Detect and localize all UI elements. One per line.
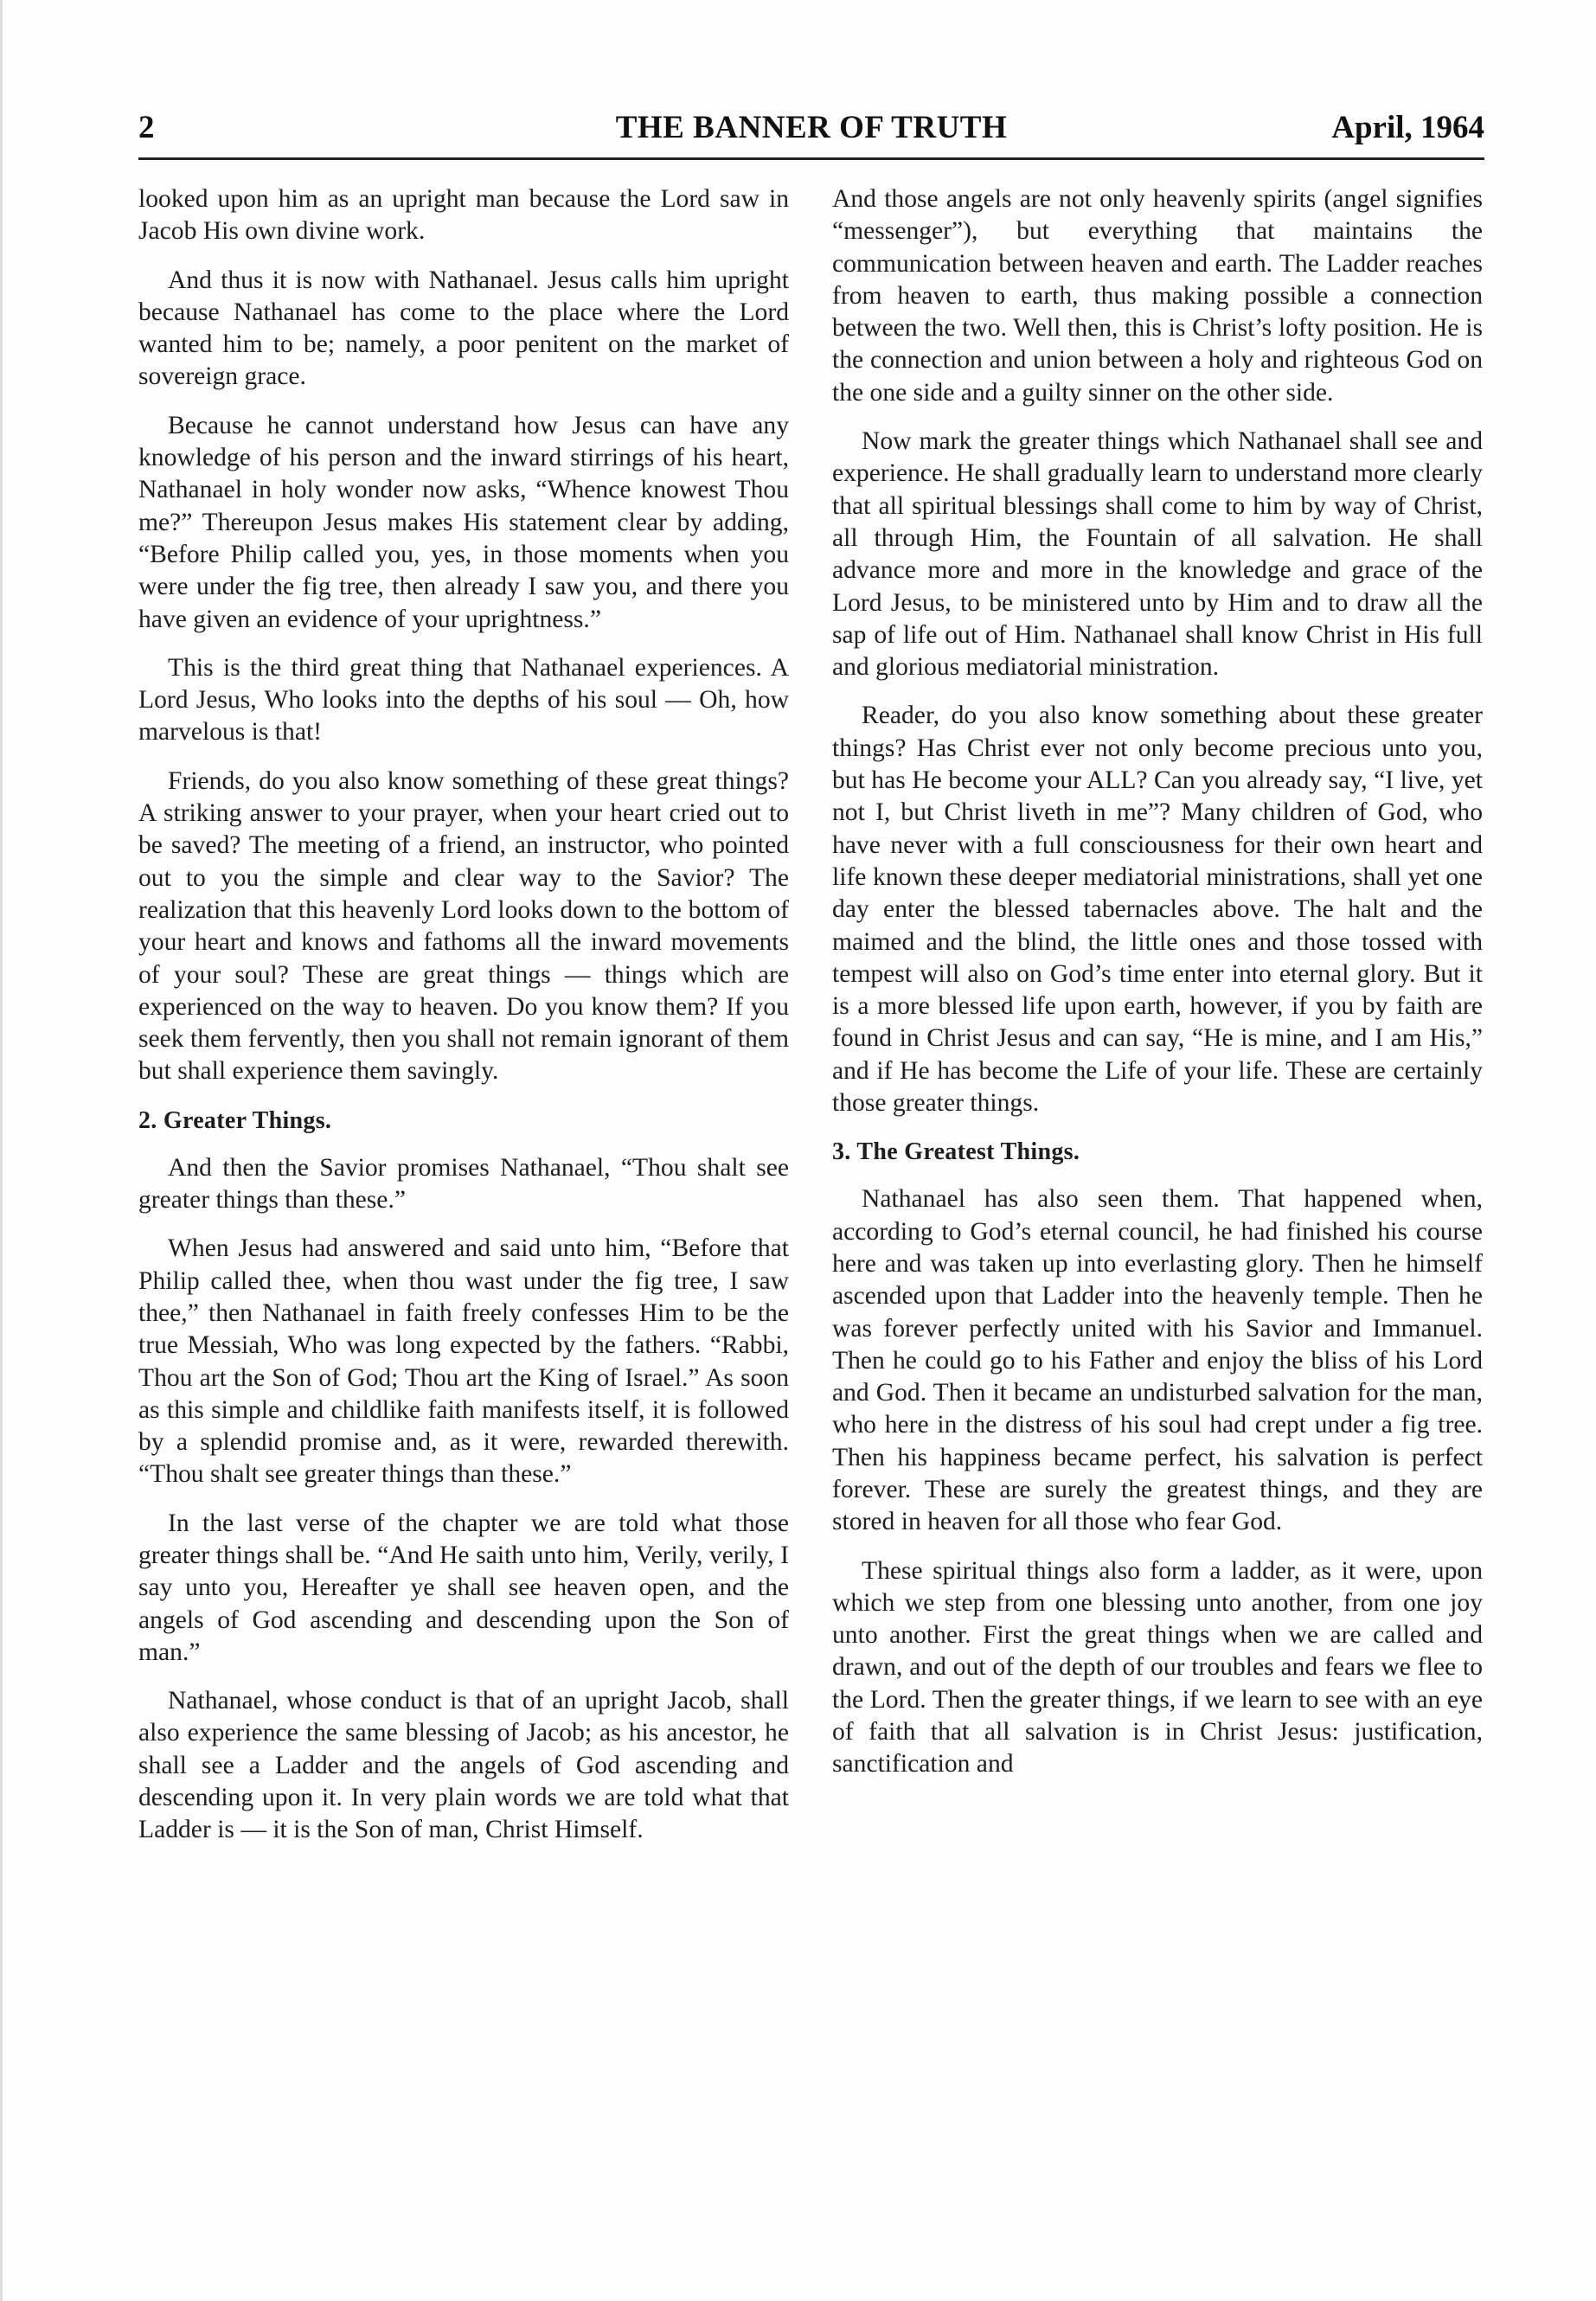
paragraph: Friends, do you also know something of these great things? A striking answer to your prayer, when your heart cried out to be saved? The meeting of a friend, an instructor, who pointed out to you the simple and clear way to the Savior? The realization that this heavenly Lord looks down to the bottom of your heart and knows and fathoms all the inward movements of your soul? These are great things — things which are experienced on the way to heaven. Do you know them? If you seek them fervently, then you shall not remain ignorant of them but shall experience them savingly. <box>138 766 789 1086</box>
issue-date: April, 1964 <box>1331 110 1484 145</box>
paragraph: In the last verse of the chapter we are told what those greater things shall be. “And He saith unto him, Verily, verily, I say unto you, Hereafter ye shall see heaven open, and the angels of God ascending and descending upon the Son of man.” <box>138 1509 789 1666</box>
left-column <box>138 183 789 1863</box>
paragraph: This is the third great thing that Nathanael experiences. A Lord Jesus, Who looks into the depths of his soul — Oh, how marvelous is that! <box>138 653 789 747</box>
publication-title: THE BANNER OF TRUTH <box>615 110 1008 145</box>
paragraph: Reader, do you also know something about these greater things? Has Christ ever not only become precious unto you, but has He become your ALL? Can you already say, “I live, yet not I, but Christ liveth in me”? Many children of God, who have never with a full consciousness for their own heart and life known these deeper mediatorial ministrations, shall yet one day enter the blessed tabernacles above. The halt and the maimed and the blind, the little ones and those tossed with tempest will also on God’s time enter into eternal glory. But it is a more blessed life upon earth, however, if you by faith are found in Christ Jesus and can say, “He is mine, and I am His,” and if He has become the Life of your life. These are certainly those greater things. <box>832 702 1483 1118</box>
paragraph: And thus it is now with Nathanael. Jesus calls him upright because Nathanael has come to the place where the Lord wanted him to be; namely, a poor penitent on the market of sovereign grace. <box>138 266 789 391</box>
paragraph: Nathanael, whose conduct is that of an upright Jacob, shall also experience the same blessing of Jacob; as his ancestor, he shall see a Ladder and the angels of God ascending and descending upon it. In very plain words we are told what that Ladder is — it is the Son of man, Christ Himself. <box>138 1687 789 1844</box>
running-header <box>138 109 1484 160</box>
page-number: 2 <box>138 110 155 145</box>
paragraph: Because he cannot understand how Jesus can have any knowledge of his person and the inward stirrings of his heart, Nathanael in holy wonder now asks, “Whence knowest Thou me?” Thereupon Jesus makes His statement clear by adding, “Before Philip called you, yes, in those moments when you were under the fig tree, then already I saw you, and there you have given an evidence of your uprightness.” <box>138 411 789 633</box>
paragraph: Now mark the greater things which Nathanael shall see and experience. He shall gradually learn to understand more clearly that all spiritual blessings shall come to him by way of Christ, all through Him, the Fountain of all salvation. He shall advance more and more in the knowledge and grace of the Lord Jesus, to be ministered unto by Him and to draw all the sap of life out of Him. Nathanael shall know Christ in His full and glorious mediatorial ministration. <box>832 427 1483 682</box>
right-column <box>832 183 1483 1798</box>
paragraph: looked upon him as an upright man because the Lord saw in Jacob His own divine work. <box>138 185 789 246</box>
paragraph: And then the Savior promises Nathanael, “Thou shalt see greater things than these.” <box>138 1153 789 1215</box>
paragraph: Nathanael has also seen them. That happened when, according to God’s eternal council, he had finished his course here and was taken up into everlasting glory. Then he himself ascended upon that Ladder into the heavenly temple. Then he was forever perfectly united with his Savior and Immanuel. Then he could go to his Father and enjoy the bliss of his Lord and God. Then it became an undisturbed salvation for the man, who here in the distress of his soul had crept under a fig tree. Then his happiness became perfect, his salvation is perfect forever. These are surely the greatest things, and they are stored in heaven for all those who fear God. <box>832 1185 1483 1536</box>
paragraph: When Jesus had answered and said unto him, “Before that Philip called thee, when thou wast under the fig tree, I saw thee,” then Nathanael in faith freely confesses Him to be the true Messiah, Who was long expected by the fathers. “Rabbi, Thou art the Son of God; Thou art the King of Israel.” As soon as this simple and childlike faith manifests itself, it is followed by a splendid promise and, as it were, rewarded therewith. “Thou shalt see greater things than these.” <box>138 1234 789 1489</box>
paragraph: These spiritual things also form a ladder, as it were, upon which we step from one blessing unto another, from one joy unto another. First the great things when we are called and drawn, and out of the depth of our troubles and fears we flee to the Lord. Then the greater things, if we learn to see with an eye of faith that all salvation is in Christ Jesus: justification, sanctification and <box>832 1556 1483 1779</box>
section-heading-greatest-things: 3. The Greatest Things. <box>832 1138 1080 1166</box>
page-edge-left <box>0 0 3 2301</box>
paragraph: And those angels are not only heavenly spirits (angel signifies “messenger”), but everything that maintains the communication between heaven and earth. The Ladder reaches from heaven to earth, thus making possible a connection between the two. Well then, this is Christ’s lofty position. He is the connection and union between a holy and righteous God on the one side and a guilty sinner on the other side. <box>832 185 1483 407</box>
section-heading-greater-things: 2. Greater Things. <box>138 1106 332 1134</box>
